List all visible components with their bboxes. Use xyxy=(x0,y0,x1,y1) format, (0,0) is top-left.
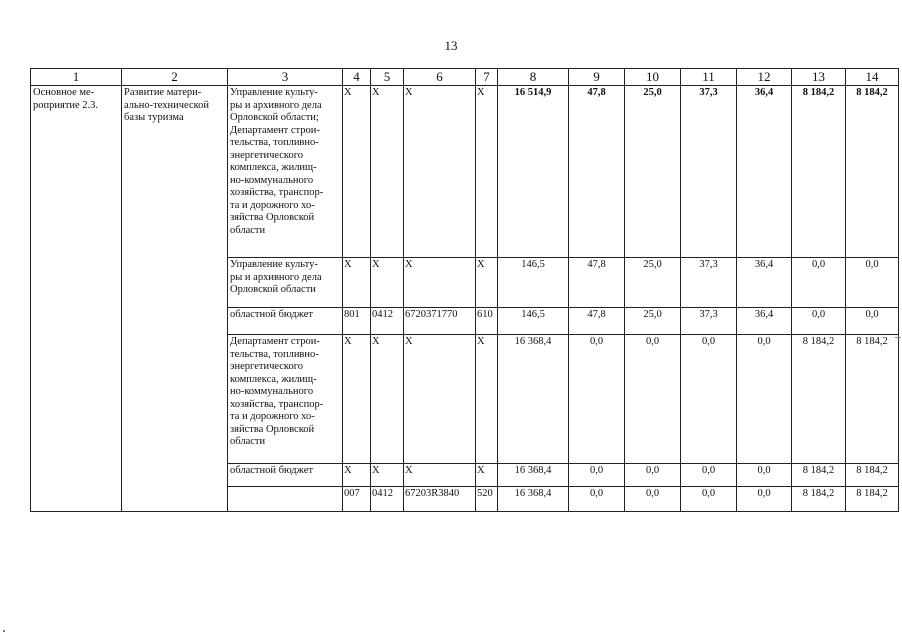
col-header: 7 xyxy=(476,69,498,86)
cell-c14: 0,0 xyxy=(846,258,899,308)
cell-c4: 007 xyxy=(343,487,371,512)
cell-c12: 36,4 xyxy=(737,86,792,258)
cell-c13: 8 184,2 xyxy=(792,464,846,487)
col-header: 14 xyxy=(846,69,899,86)
cell-c6: X xyxy=(404,86,476,258)
col-header: 8 xyxy=(498,69,569,86)
cell-c12: 0,0 xyxy=(737,487,792,512)
col-header: 4 xyxy=(343,69,371,86)
margin-mark xyxy=(895,337,901,338)
cell-c12: 0,0 xyxy=(737,335,792,464)
cell-c12: 0,0 xyxy=(737,464,792,487)
scan-dot xyxy=(3,630,5,632)
cell-c6: 6720371770 xyxy=(404,308,476,335)
executor-cell: областной бюджет xyxy=(228,308,343,335)
executor-cell xyxy=(228,487,343,512)
cell-c7: X xyxy=(476,335,498,464)
executor-cell: Департамент строи- тельства, топливно- энергетического комплекса, жилищ- но-коммунального хозяйства, транспор- та и дорожного хо- зяйства Орловской области xyxy=(228,335,343,464)
page-number: 13 xyxy=(444,38,458,53)
cell-c7: X xyxy=(476,86,498,258)
measure-cell: Основное ме- роприятие 2.3. xyxy=(31,86,122,512)
cell-c13: 8 184,2 xyxy=(792,86,846,258)
budget-table xyxy=(30,68,899,512)
cell-c9: 47,8 xyxy=(569,86,625,258)
cell-c6: X xyxy=(404,464,476,487)
cell-c4: X xyxy=(343,258,371,308)
cell-c8: 146,5 xyxy=(498,308,569,335)
cell-c8: 16 368,4 xyxy=(498,335,569,464)
cell-c9: 0,0 xyxy=(569,487,625,512)
cell-c10: 0,0 xyxy=(625,464,681,487)
executor-cell: областной бюджет xyxy=(228,464,343,487)
cell-c6: X xyxy=(404,258,476,308)
cell-c10: 0,0 xyxy=(625,487,681,512)
col-header: 10 xyxy=(625,69,681,86)
measure-name-cell: Развитие матери- ально-технической базы туризма xyxy=(122,86,228,512)
cell-c6: X xyxy=(404,335,476,464)
col-header: 2 xyxy=(122,69,228,86)
cell-c11: 0,0 xyxy=(681,487,737,512)
cell-c10: 25,0 xyxy=(625,86,681,258)
cell-c12: 36,4 xyxy=(737,258,792,308)
col-header: 5 xyxy=(371,69,404,86)
col-header: 9 xyxy=(569,69,625,86)
cell-c13: 8 184,2 xyxy=(792,487,846,512)
col-header: 1 xyxy=(31,69,122,86)
cell-c8: 146,5 xyxy=(498,258,569,308)
cell-c14: 0,0 xyxy=(846,308,899,335)
cell-c10: 25,0 xyxy=(625,308,681,335)
cell-c13: 8 184,2 xyxy=(792,335,846,464)
cell-c14: 8 184,2 xyxy=(846,335,899,464)
cell-c8: 16 368,4 xyxy=(498,464,569,487)
cell-c4: X xyxy=(343,335,371,464)
cell-c13: 0,0 xyxy=(792,258,846,308)
cell-c7: 520 xyxy=(476,487,498,512)
cell-c7: 610 xyxy=(476,308,498,335)
cell-c5: X xyxy=(371,464,404,487)
col-header: 12 xyxy=(737,69,792,86)
cell-c14: 8 184,2 xyxy=(846,86,899,258)
cell-c8: 16 368,4 xyxy=(498,487,569,512)
cell-c5: X xyxy=(371,86,404,258)
cell-c5: X xyxy=(371,258,404,308)
cell-c7: X xyxy=(476,258,498,308)
cell-c4: 801 xyxy=(343,308,371,335)
executor-cell: Управление культу- ры и архивного дела Орловской области; Департамент строи- тельства, топливно- энергетического комплекса, жилищ- но-коммунального хозяйства, транспор- та и дорожного хо- зяйства Орловской области xyxy=(228,86,343,258)
cell-c9: 0,0 xyxy=(569,335,625,464)
cell-c14: 8 184,2 xyxy=(846,487,899,512)
cell-c13: 0,0 xyxy=(792,308,846,335)
cell-c11: 37,3 xyxy=(681,308,737,335)
cell-c11: 0,0 xyxy=(681,335,737,464)
cell-c12: 36,4 xyxy=(737,308,792,335)
cell-c10: 25,0 xyxy=(625,258,681,308)
cell-c4: X xyxy=(343,464,371,487)
cell-c6: 67203R3840 xyxy=(404,487,476,512)
cell-c11: 37,3 xyxy=(681,86,737,258)
executor-cell: Управление культу- ры и архивного дела Орловской области xyxy=(228,258,343,308)
col-header: 11 xyxy=(681,69,737,86)
col-header: 13 xyxy=(792,69,846,86)
cell-c10: 0,0 xyxy=(625,335,681,464)
cell-c11: 0,0 xyxy=(681,464,737,487)
cell-c4: X xyxy=(343,86,371,258)
cell-c5: 0412 xyxy=(371,308,404,335)
cell-c5: 0412 xyxy=(371,487,404,512)
cell-c14: 8 184,2 xyxy=(846,464,899,487)
cell-c9: 0,0 xyxy=(569,464,625,487)
cell-c11: 37,3 xyxy=(681,258,737,308)
col-header: 3 xyxy=(228,69,343,86)
col-header: 6 xyxy=(404,69,476,86)
cell-c7: X xyxy=(476,464,498,487)
cell-c8: 16 514,9 xyxy=(498,86,569,258)
header-row xyxy=(31,69,899,86)
table-row xyxy=(31,86,899,258)
cell-c9: 47,8 xyxy=(569,258,625,308)
cell-c5: X xyxy=(371,335,404,464)
cell-c9: 47,8 xyxy=(569,308,625,335)
